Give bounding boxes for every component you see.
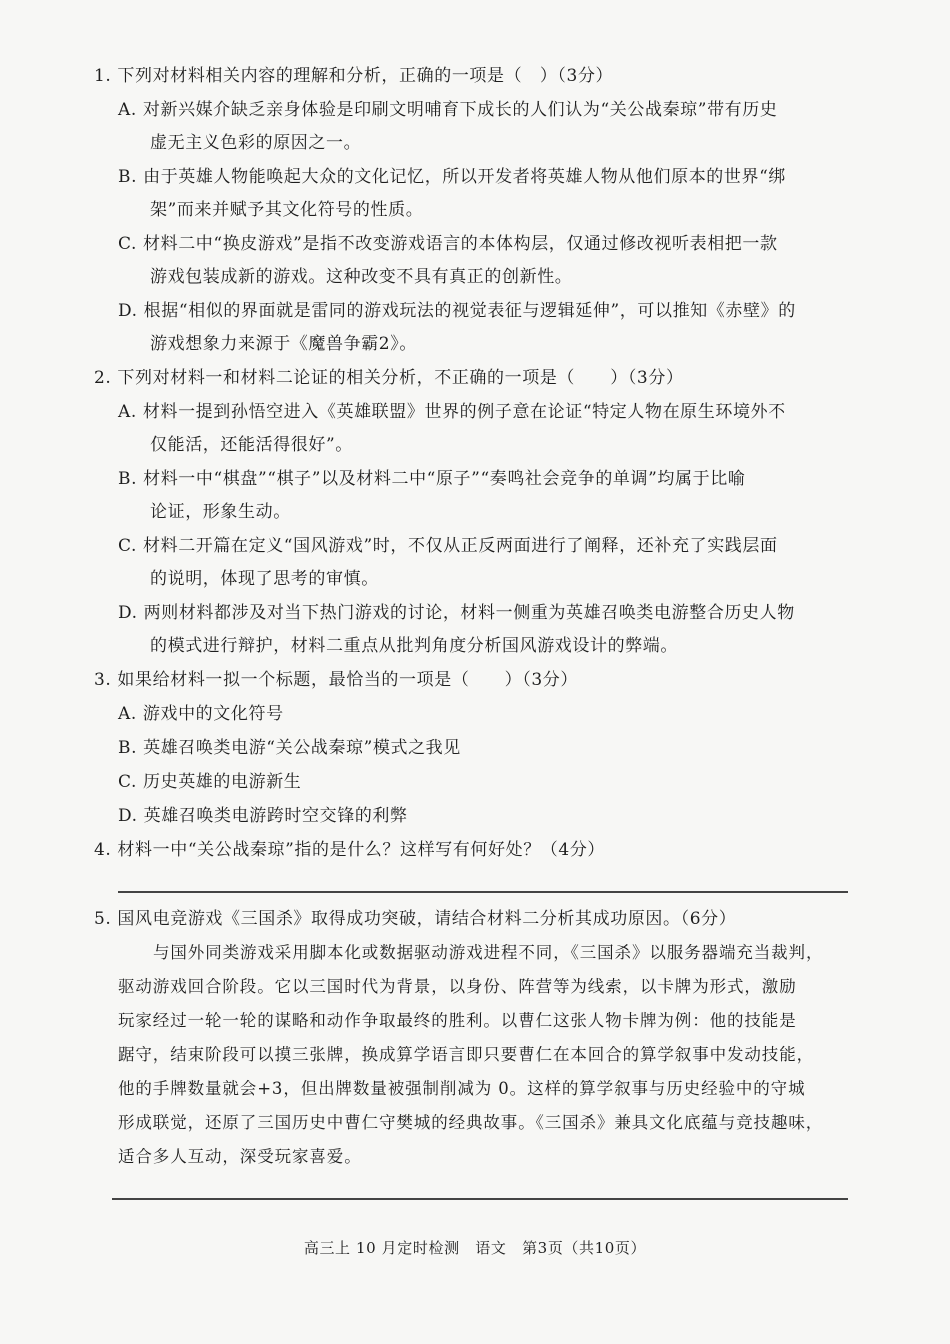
- answer-text-line: 形成联觉，还原了三国历史中曹仁守樊城的经典故事。《三国杀》兼具文化底蕴与竞技趣味，: [118, 1113, 824, 1132]
- q1-option-c-continued: 游戏包装成新的游戏。这种改变不具有真正的创新性。: [150, 267, 573, 287]
- q2-option-c-continued: 的说明，体现了思考的审慎。: [150, 569, 379, 589]
- q2-option-a: A. 材料一提到孙悟空进入《英雄联盟》世界的例子意在论证“特定人物在原生环境外不: [118, 402, 786, 422]
- question-4-stem: 4. 材料一中“关公战秦琼”指的是什么？这样写有何好处？（4分）: [94, 840, 606, 860]
- page-footer: 高三上 10 月定时检测 语文 第3页（共10页）: [303, 1239, 647, 1257]
- q2-option-c: C. 材料二开篇在定义“国风游戏”时，不仅从正反两面进行了阐释，还补充了实践层面: [118, 536, 778, 556]
- q1-option-c: C. 材料二中“换皮游戏”是指不改变游戏语言的本体构层，仅通过修改视听表相把一款: [118, 234, 778, 254]
- q1-option-d: D. 根据“相似的界面就是雷同的游戏玩法的视觉表征与逻辑延伸”，可以推知《赤壁》的: [118, 301, 796, 321]
- answer-text-line: 踞守，结束阶段可以摸三张牌，换成算学语言即只要曹仁在本回合的算学叙事中发动技能，: [118, 1045, 814, 1064]
- q3-option-d: D. 英雄召唤类电游跨时空交锋的利弊: [118, 806, 408, 826]
- answer-text-line: 适合多人互动，深受玩家喜爱。: [118, 1147, 362, 1166]
- answer-text-line: 驱动游戏回合阶段。它以三国时代为背景，以身份、阵营等为线索，以卡牌为形式，激励: [118, 977, 797, 996]
- question-2-stem: 2. 下列对材料一和材料二论证的相关分析，不正确的一项是（ ）（3分）: [94, 368, 684, 388]
- answer-line: [112, 1198, 848, 1200]
- q3-option-b: B. 英雄召唤类电游“关公战秦琼”模式之我见: [118, 738, 461, 758]
- q1-option-a: A. 对新兴媒介缺乏亲身体验是印刷文明哺育下成长的人们认为“关公战秦琼”带有历史: [118, 100, 778, 120]
- q2-option-a-continued: 仅能活，还能活得很好”。: [150, 435, 353, 455]
- question-1-stem: 1. 下列对材料相关内容的理解和分析，正确的一项是（ ）（3分）: [94, 66, 614, 86]
- answer-line: [118, 891, 848, 893]
- q2-option-d-continued: 的模式进行辩护，材料二重点从批判角度分析国风游戏设计的弊端。: [150, 636, 678, 656]
- question-3-stem: 3. 如果给材料一拟一个标题，最恰当的一项是（ ）（3分）: [94, 670, 578, 690]
- q2-option-b: B. 材料一中“棋盘”“棋子”以及材料二中“原子”“奏鸣社会竞争的单调”均属于比喻: [118, 469, 746, 489]
- q1-option-b-continued: 架”而来并赋予其文化符号的性质。: [150, 200, 424, 220]
- answer-text-line: 玩家经过一轮一轮的谋略和动作争取最终的胜利。以曹仁这张人物卡牌为例：他的技能是: [118, 1011, 797, 1030]
- question-5-stem: 5. 国风电竞游戏《三国杀》取得成功突破，请结合材料二分析其成功原因。（6分）: [94, 909, 737, 929]
- answer-text-line: 他的手牌数量就会+3，但出牌数量被强制削减为 0。这样的算学叙事与历史经验中的守城: [118, 1079, 806, 1098]
- q2-option-d: D. 两则材料都涉及对当下热门游戏的讨论，材料一侧重为英雄召唤类电游整合历史人物: [118, 603, 795, 623]
- q3-option-c: C. 历史英雄的电游新生: [118, 772, 302, 792]
- q1-option-a-continued: 虚无主义色彩的原因之一。: [150, 133, 362, 153]
- answer-text-line: 与国外同类游戏采用脚本化或数据驱动游戏进程不同，《三国杀》以服务器端充当裁判，: [153, 943, 824, 962]
- q3-option-a: A. 游戏中的文化符号: [118, 704, 284, 724]
- q1-option-d-continued: 游戏想象力来源于《魔兽争霸2》。: [150, 334, 417, 354]
- q2-option-b-continued: 论证，形象生动。: [150, 502, 291, 522]
- q1-option-b: B. 由于英雄人物能唤起大众的文化记忆，所以开发者将英雄人物从他们原本的世界“绑: [118, 167, 786, 187]
